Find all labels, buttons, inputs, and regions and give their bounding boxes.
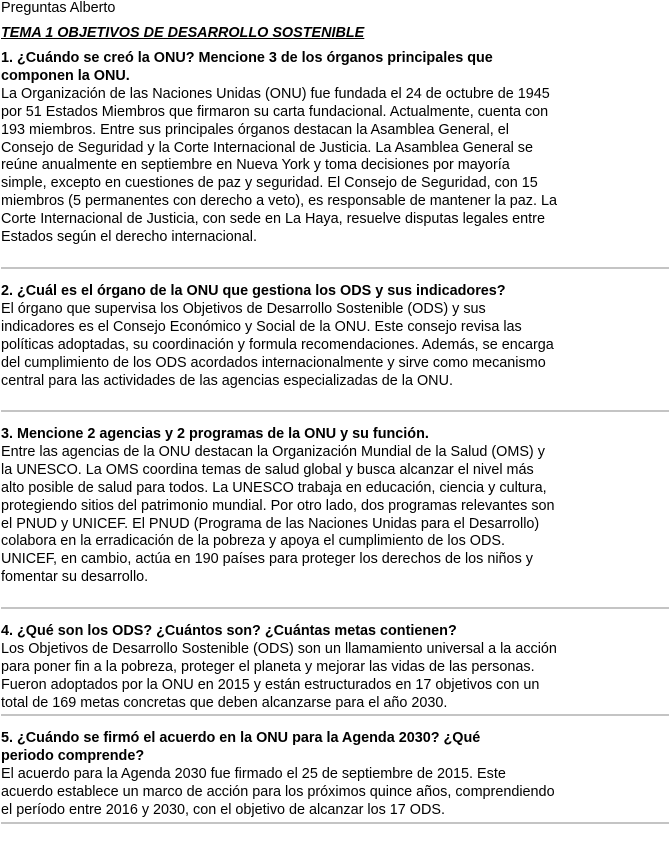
qa-block-3: [1, 412, 669, 607]
qa-block-2: [1, 269, 669, 410]
answer-4: Los Objetivos de Desarrollo Sostenible (ODS) son un llamamiento universal a la acción para poner fin a la pobreza, proteger el planeta y mejorar las vidas de las personas. Fueron adoptados por la ONU en 2015 y están estructurados en 17 objetivos con un total de 169 metas concretas que deben alcanzarse para el año 2030.: [1, 640, 557, 711]
question-5: 5. ¿Cuándo se firmó el acuerdo en la ONU para la Agenda 2030? ¿Qué periodo comprende?: [1, 730, 481, 764]
answer-5: El acuerdo para la Agenda 2030 fue firmado el 25 de septiembre de 2015. Este acuerdo establece un marco de acción para los próximos quince años, comprendiendo el período entre 2016 y 2030, con el objetivo de alcanzar los 17 ODS.: [1, 765, 555, 818]
answer-1: La Organización de las Naciones Unidas (ONU) fue fundada el 24 de octubre de 1945 por 51 Estados Miembros que firmaron su carta fundacional. Actualmente, cuenta con 193 miembros. Entre sus principales órganos destacan la Asamblea General, el Consejo de Seguridad y la Corte Internacional de Justicia. La Asamblea General se reúne anualmente en septiembre en Nueva York y toma decisiones por mayoría simple, excepto en cuestiones de paz y seguridad. El Consejo de Seguridad, con 15 miembros (5 permanentes con derecho a veto), es responsable de mantener la paz. La Corte Internacional de Justicia, con sede en La Haya, resuelve disputas legales entre Estados según el derecho internacional.: [1, 85, 557, 246]
document-title: TEMA 1 OBJETIVOS DE DESARROLLO SOSTENIBLE: [1, 25, 365, 41]
section-divider: [1, 822, 669, 824]
qa-block-4: [1, 609, 669, 714]
question-4: 4. ¿Qué son los ODS? ¿Cuántos son? ¿Cuántas metas contienen?: [1, 623, 457, 639]
qa-block-1: [1, 50, 669, 267]
answer-2: El órgano que supervisa los Objetivos de Desarrollo Sostenible (ODS) y sus indicadores es el Consejo Económico y Social de la ONU. Este consejo revisa las políticas adoptadas, su coordinación y formula recomendaciones. Además, se encarga del cumplimiento de los ODS acordados internacionalmente y sirve como mecanismo central para las actividades de las agencias especializadas de la ONU.: [1, 300, 554, 389]
answer-3: Entre las agencias de la ONU destacan la Organización Mundial de la Salud (OMS) y la UNESCO. La OMS coordina temas de salud global y busca alcanzar el nivel más alto posible de salud para todos. La UNESCO trabaja en educación, ciencia y cultura, protegiendo sitios del patrimonio mundial. Por otro lado, dos programas relevantes son el PNUD y UNICEF. El PNUD (Programa de las Naciones Unidas para el Desarrollo) colabora en la erradicación de la pobreza y apoya el cumplimiento de los ODS. UNICEF, en cambio, actúa en 190 países para proteger los derechos de los niños y fomentar su desarrollo.: [1, 443, 555, 586]
question-1: 1. ¿Cuándo se creó la ONU? Mencione 3 de los órganos principales que componen la ONU.: [1, 50, 493, 84]
question-3: 3. Mencione 2 agencias y 2 programas de la ONU y su función.: [1, 426, 429, 442]
document-header: Preguntas Alberto: [1, 0, 116, 16]
question-2: 2. ¿Cuál es el órgano de la ONU que gestiona los ODS y sus indicadores?: [1, 283, 506, 299]
qa-block-5: [1, 716, 669, 822]
